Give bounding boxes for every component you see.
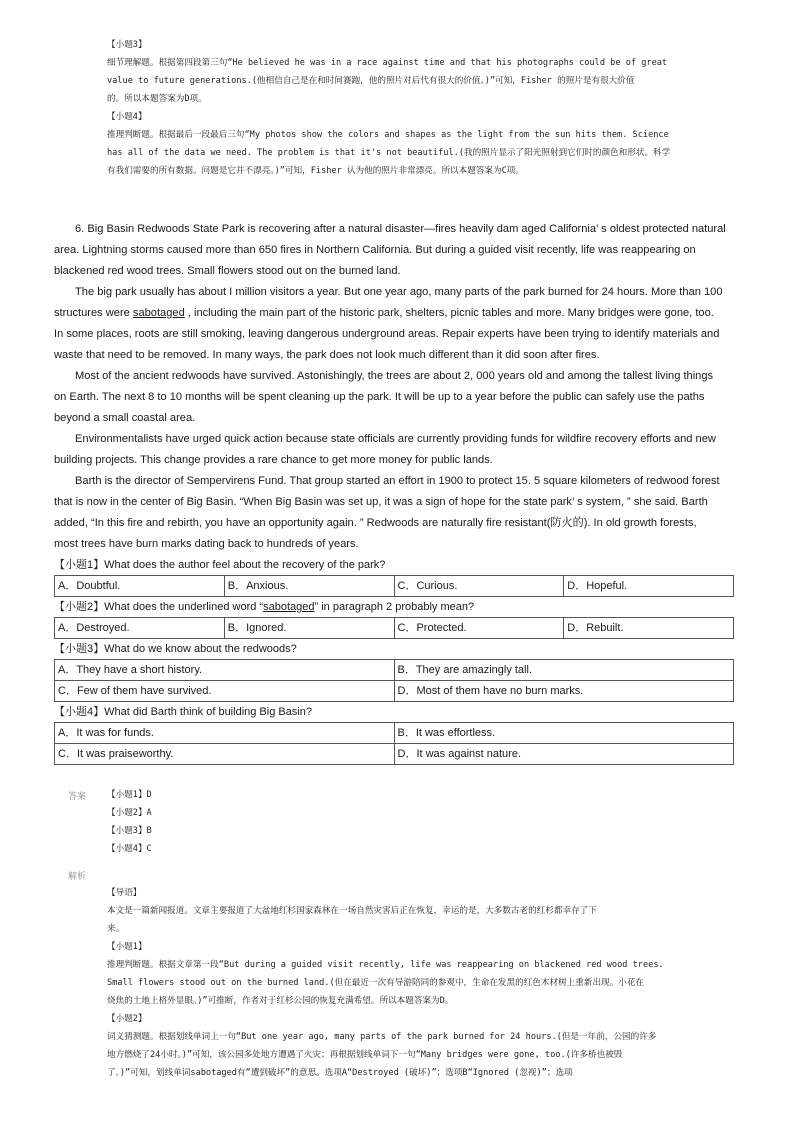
option-c[interactable]: C．Curious. — [394, 576, 564, 597]
option-d[interactable]: D．Hopeful. — [564, 576, 734, 597]
question-1: 【小题1】What does the author feel about the recovery of the park? — [54, 559, 386, 571]
analysis-line: 【小题2】 — [107, 1014, 147, 1024]
passage-line: most trees have burn marks dating back to hundreds of years. — [54, 538, 359, 550]
passage-line: 6. Big Basin Redwoods State Park is recovering after a natural disaster—fires heavily dam aged California’ s oldest protected natural — [75, 223, 726, 235]
analysis-line: 有我们需要的所有数据。问题是它并不漂亮。)”可知，Fisher 认为他的照片非常漂亮。所以本题答案为C项。 — [107, 166, 524, 176]
question-block — [54, 555, 734, 765]
passage-text: structures were — [54, 307, 133, 319]
passage-line: blackened red wood trees. Small flowers stood out on the burned land. — [54, 265, 401, 277]
passage-line: area. Lightning storms caused more than 650 fires in Northern California. But during a guided visit recently, life was reappearing on — [54, 244, 696, 256]
options-table-3 — [54, 659, 734, 702]
passage-text: , including the main part of the historic park, shelters, picnic tables and more. Many bridges were gone, too. — [184, 307, 714, 319]
options-table-2 — [54, 617, 734, 639]
answer-line: 【小题4】C — [107, 844, 152, 854]
option-a[interactable]: A．Doubtful. — [55, 576, 225, 597]
option-b[interactable]: B．They are amazingly tall. — [394, 660, 734, 681]
underlined-word: sabotaged — [263, 601, 315, 613]
option-a[interactable]: A．It was for funds. — [55, 723, 395, 744]
option-b[interactable]: B．Anxious. — [224, 576, 394, 597]
question-4: 【小题4】What did Barth think of building Big Basin? — [54, 706, 313, 718]
analysis-line: 本文是一篇新闻报道。文章主要报道了大盆地红杉国家森林在一场自然灾害后正在恢复，幸运的是，大多数古老的红杉都幸存了下 — [107, 906, 597, 916]
analysis-line: 【小题3】 — [107, 40, 147, 50]
passage-line: that is now in the center of Big Basin. “When Big Basin was set up, it was a sign of hope for the state park’ s system, ” she said. Barth — [54, 496, 708, 508]
analysis-line: value to future generations.(他相信自己是在和时间赛跑，他的照片对后代有很大的价值。)”可知，Fisher 的照片是有很大价值 — [107, 76, 635, 86]
analysis-line: 【小题1】 — [107, 942, 147, 952]
analysis-line: 【导语】 — [107, 888, 142, 898]
analysis-line: 词义猜测题。根据划线单词上一句“But one year ago, many parts of the park burned for 24 hours.(但是一年前，公园的许多 — [107, 1032, 657, 1042]
answer-line: 【小题3】B — [107, 826, 152, 836]
analysis-label: 解析 — [68, 871, 87, 881]
underlined-word: sabotaged — [132, 307, 185, 319]
analysis-line: 烧焦的土地上格外显眼。)”可推断，作者对于红杉公园的恢复充满希望。所以本题答案为D。 — [107, 996, 454, 1006]
option-a[interactable]: A．They have a short history. — [55, 660, 395, 681]
option-c[interactable]: C．It was praiseworthy. — [55, 744, 395, 765]
analysis-line: 推理判断题。根据文章第一段“But during a guided visit recently, life was reappearing on blackened red wood trees. — [107, 960, 664, 970]
analysis-line: 地方燃烧了24小时。)”可知，该公园多处地方遭遇了火灾；再根据划线单词下一句“Many bridges were gone, too.(许多桥也被毁 — [107, 1050, 623, 1060]
answer-line: 【小题1】D — [107, 790, 152, 800]
passage-line: Environmentalists have urged quick action because state officials are currently providing funds for wildfire recovery efforts and new — [75, 433, 716, 445]
answers-block — [107, 786, 152, 858]
analysis-line: 了。)”可知，划线单词sabotaged有“遭到破坏”的意思。选项A“Destroyed (破坏)”；选项B“Ignored (忽视)”；选项 — [107, 1068, 573, 1078]
option-b[interactable]: B．It was effortless. — [394, 723, 734, 744]
answer-label: 答案 — [68, 791, 87, 801]
question-text: ” in paragraph 2 probably mean? — [314, 601, 475, 613]
question-text: 【小题2】What does the underlined word “ — [54, 601, 264, 613]
passage-line: building projects. This change provides a rare chance to get more money for public lands. — [54, 454, 493, 466]
passage-line: added, “In this fire and rebirth, you have an opportunity again. ” Redwoods are naturally fire resistant(防火的). In old growth forests, — [54, 517, 697, 529]
option-d[interactable]: D．Rebuilt. — [564, 618, 734, 639]
option-d[interactable]: D．Most of them have no burn marks. — [394, 681, 734, 702]
analysis-line: 的。所以本题答案为D项。 — [107, 94, 207, 104]
option-c[interactable]: C．Protected. — [394, 618, 564, 639]
passage-line: waste that need to be removed. In many ways, the park does not look much different than it did soon after fires. — [54, 349, 600, 361]
analysis-line: 来。 — [107, 924, 125, 934]
option-a[interactable]: A．Destroyed. — [55, 618, 225, 639]
analysis-line: 推理判断题。根据最后一段最后三句“My photos show the colors and shapes as the light from the sun hits them. Science — [107, 130, 669, 140]
options-table-1 — [54, 575, 734, 597]
options-table-4 — [54, 722, 734, 765]
passage-line: Most of the ancient redwoods have survived. Astonishingly, the trees are about 2, 000 years old and among the tallest living things — [75, 370, 714, 382]
option-d[interactable]: D．It was against nature. — [394, 744, 734, 765]
reading-passage — [54, 219, 738, 555]
passage-line: beyond a small coastal area. — [54, 412, 196, 424]
passage-line: on Earth. The next 8 to 10 months will be spent cleaning up the park. It will be up to a year before the public can safely use the paths — [54, 391, 705, 403]
question-2 — [54, 597, 734, 617]
passage-line: In some places, roots are still smoking, leaving dangerous underground areas. Repair experts have been trying to identify materials and — [54, 328, 720, 340]
analysis-block — [107, 884, 722, 1082]
question-3: 【小题3】What do we know about the redwoods? — [54, 643, 297, 655]
answer-line: 【小题2】A — [107, 808, 152, 818]
analysis-line: 【小题4】 — [107, 112, 147, 122]
analysis-line: has all of the data we need. The problem is that it's not beautiful.(我的照片显示了阳光照射到它们时的颜色和形状。科学 — [107, 148, 671, 158]
analysis-line: 细节理解题。根据第四段第三句“He believed he was in a race against time and that his photographs could be of great — [107, 58, 668, 68]
option-b[interactable]: B．Ignored. — [224, 618, 394, 639]
passage-line — [54, 303, 738, 324]
passage-line: The big park usually has about I million visitors a year. But one year ago, many parts of the park burned for 24 hours. More than 100 — [75, 286, 723, 298]
option-c[interactable]: C．Few of them have survived. — [55, 681, 395, 702]
analysis-line: Small flowers stood out on the burned land.(但在最近一次有导游陪同的参观中，生命在发黑的红色木材树上重新出现。小花在 — [107, 978, 645, 988]
passage-line: Barth is the director of Sempervirens Fund. That group started an effort in 1900 to protect 15. 5 square kilometers of redwood forest — [75, 475, 720, 487]
previous-analysis — [107, 36, 722, 180]
